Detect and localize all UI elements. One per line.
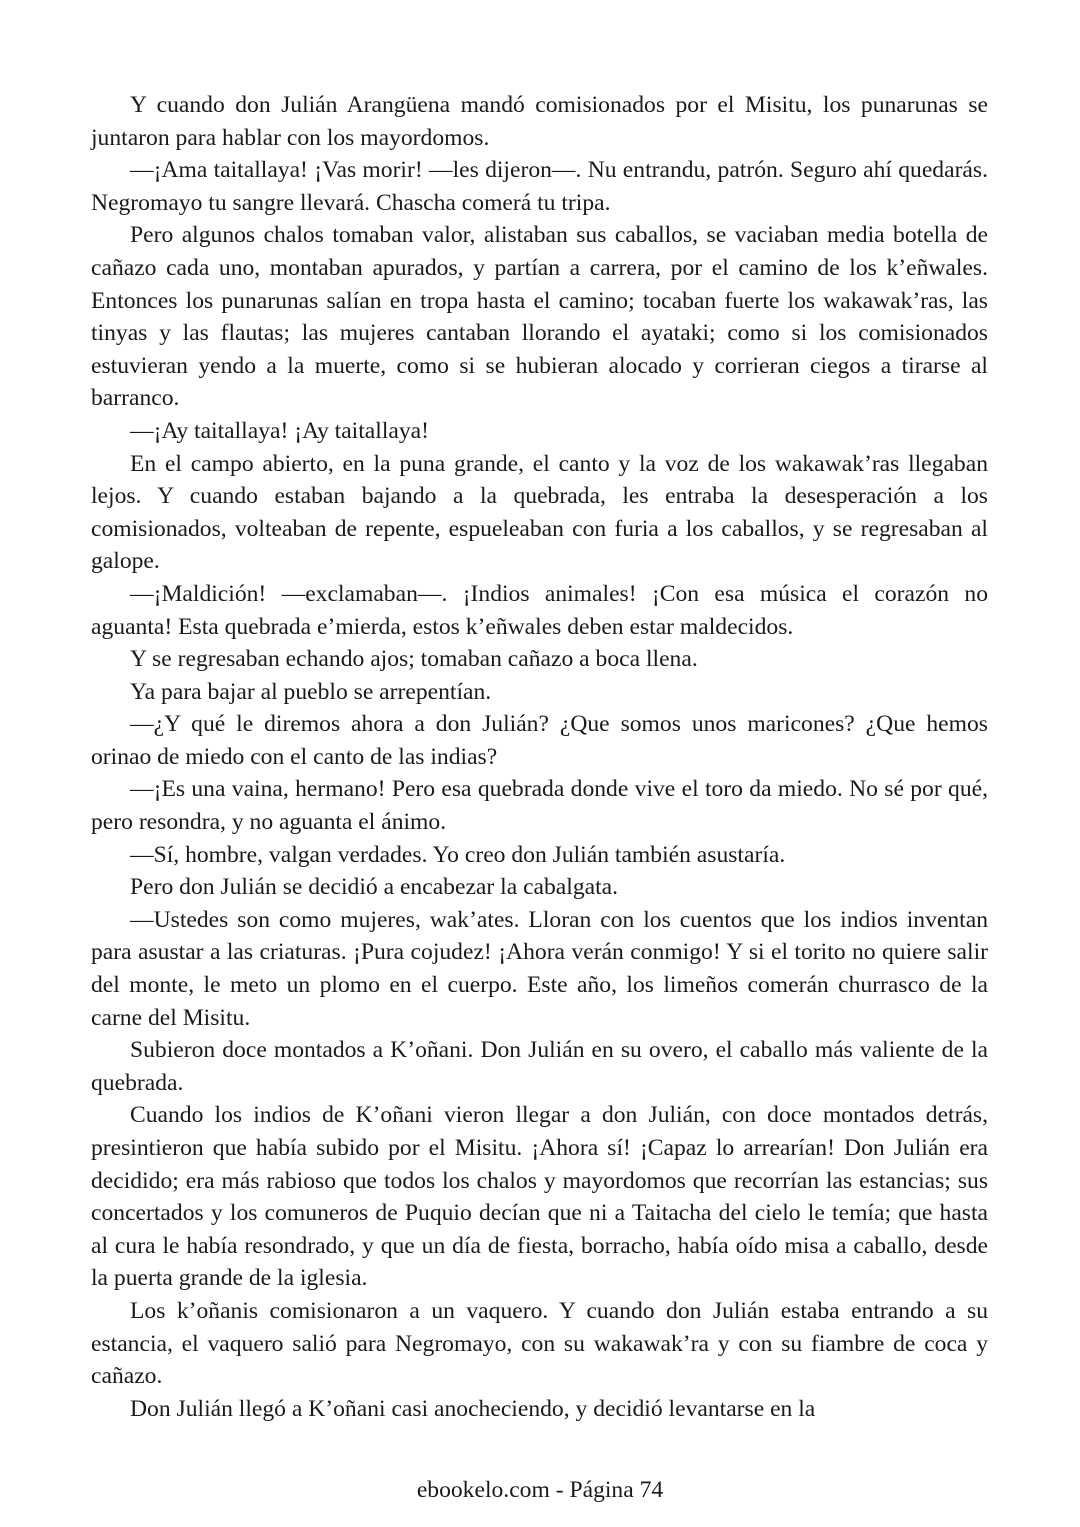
paragraph: —¡Maldición! —exclamaban—. ¡Indios animales! ¡Con esa música el corazón no aguanta! Esta quebrada e’mierda, estos k’eñwales deben estar maldecidos. <box>91 580 988 640</box>
paragraph: —¡Ay taitallaya! ¡Ay taitallaya! <box>130 417 429 444</box>
paragraph: Ya para bajar al pueblo se arrepentían. <box>130 678 492 705</box>
paragraph: Y se regresaban echando ajos; tomaban cañazo a boca llena. <box>130 646 698 673</box>
paragraph: —¡Es una vaina, hermano! Pero esa quebrada donde vive el toro da miedo. No sé por qué, pero resondra, y no aguanta el ánimo. <box>91 776 988 836</box>
paragraph: Cuando los indios de K’oñani vieron llegar a don Julián, con doce montados detrás, presintieron que había subido por el Misitu. ¡Ahora sí! ¡Capaz lo arrearían! Don Julián era decidido; era más rabioso que todos los chalos y mayordomos que recorrían las estancias; sus concertados y los comuneros de Puquio decían que ni a Taitacha del cielo le temía; que hasta al cura le había resondrado, y que un día de fiesta, borracho, había oído misa a caballo, desde la puerta grande de la iglesia. <box>91 1102 988 1292</box>
paragraph: Los k’oñanis comisionaron a un vaquero. Y cuando don Julián estaba entrando a su estancia, el vaquero salió para Negromayo, con su wakawak’ra y con su fiambre de coca y cañazo. <box>91 1297 988 1390</box>
paragraph: En el campo abierto, en la puna grande, el canto y la voz de los wakawak’ras llegaban lejos. Y cuando estaban bajando a la quebrada, les entraba la desesperación a los comisionados, volteaban de repente, espueleaban con furia a los caballos, y se regresaban al galope. <box>91 450 988 575</box>
page-footer: ebookelo.com - Página 74 <box>416 1477 664 1503</box>
paragraph-continued: Don Julián llegó a K’oñani casi anocheciendo, y decidió levantarse en la <box>130 1395 816 1422</box>
paragraph: —¿Y qué le diremos ahora a don Julián? ¿Que somos unos maricones? ¿Que hemos orinao de miedo con el canto de las indias? <box>91 711 988 770</box>
paragraph: Subieron doce montados a K’oñani. Don Julián en su overo, el caballo más valiente de la quebrada. <box>91 1037 988 1096</box>
paragraph: —Ustedes son como mujeres, wak’ates. Lloran con los cuentos que los indios inventan para asustar a las criaturas. ¡Pura cojudez! ¡Ahora verán conmigo! Y si el torito no quiere salir del monte, le meto un plomo en el cuerpo. Este año, los limeños comerán churrasco de la carne del Misitu. <box>91 906 988 1031</box>
page-body <box>91 89 988 1425</box>
paragraph: Pero don Julián se decidió a encabezar la cabalgata. <box>130 874 619 901</box>
paragraph: Pero algunos chalos tomaban valor, alistaban sus caballos, se vaciaban media botella de cañazo cada uno, montaban apurados, y partían a carrera, por el camino de los k’eñwales. Entonces los punarunas salían en tropa hasta el camino; tocaban fuerte los wakawak’ras, las tinyas y las flautas; las mujeres cantaban llorando el ayataki; como si los comisionados estuvieran yendo a la muerte, como si se hubieran alocado y corrieran ciegos a tirarse al barranco. <box>91 222 988 412</box>
paragraph: —Sí, hombre, valgan verdades. Yo creo don Julián también asustaría. <box>130 841 786 868</box>
paragraph: Y cuando don Julián Arangüena mandó comisionados por el Misitu, los punarunas se juntaron para hablar con los mayordomos. <box>91 92 988 151</box>
paragraph: —¡Ama taitallaya! ¡Vas morir! —les dijeron—. Nu entrandu, patrón. Seguro ahí quedarás. Negromayo tu sangre llevará. Chascha comerá tu tripa. <box>91 157 988 216</box>
